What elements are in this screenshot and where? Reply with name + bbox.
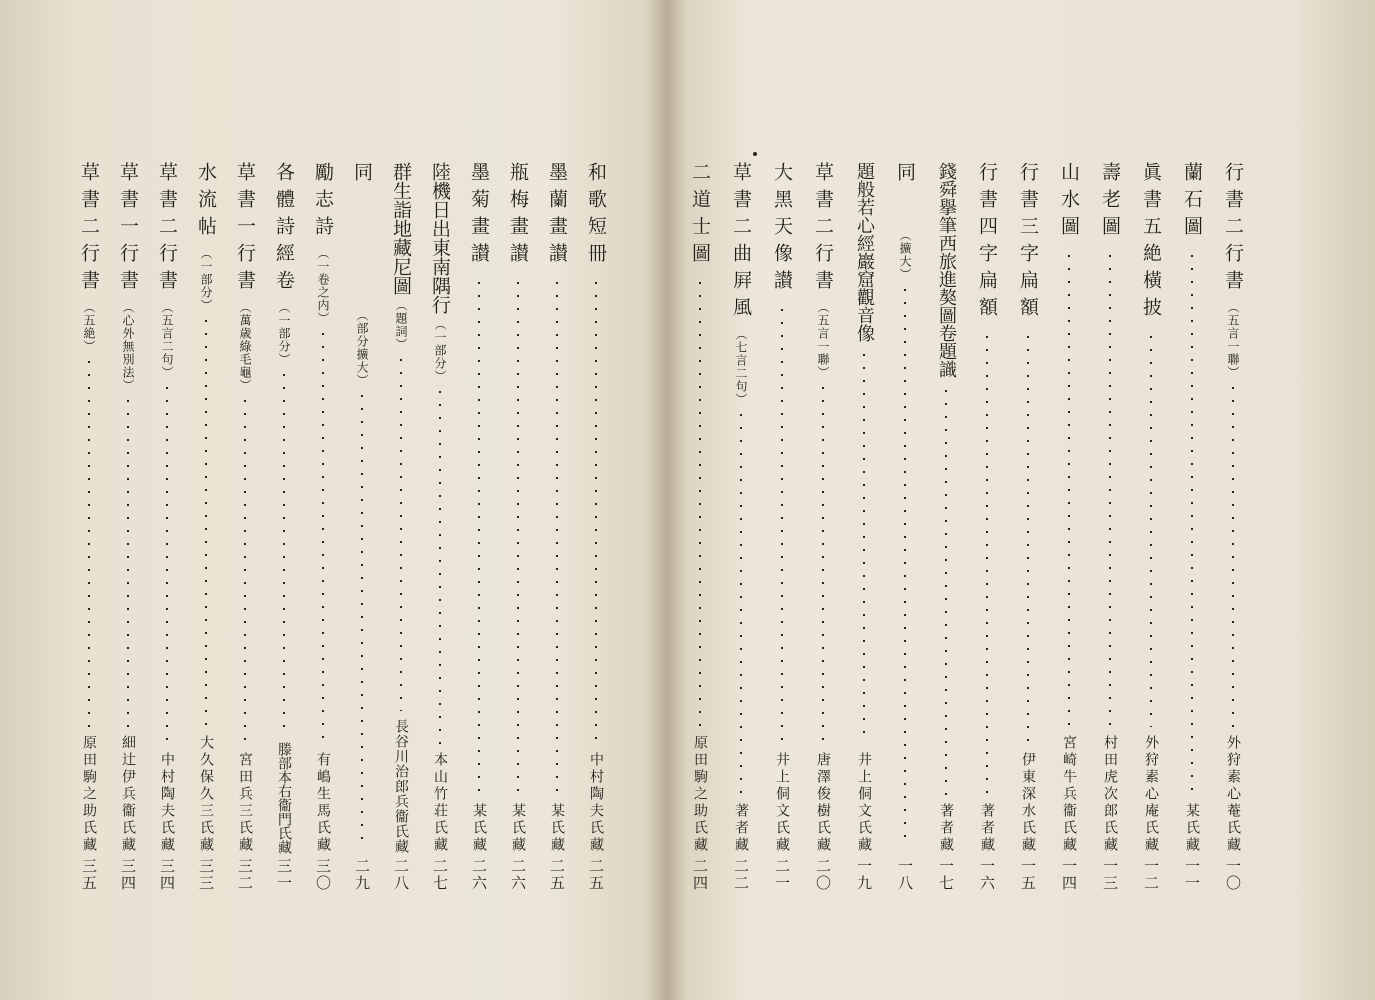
entry-page: 二四 [691, 858, 709, 892]
entry-page: 一二 [1142, 858, 1160, 892]
entry-owner: 某氏藏 [549, 803, 565, 854]
leader-dots [205, 320, 207, 727]
toc-entry [1178, 162, 1206, 892]
entry-page: 一七 [937, 858, 955, 892]
entry-note: （萬歳綠毛龜） [238, 301, 252, 392]
toc-entry [1096, 162, 1124, 892]
leader-dots [400, 359, 402, 711]
entry-page: 三〇 [314, 858, 332, 892]
entry-owner: 著者藏 [733, 803, 749, 854]
entry-title: 同 [894, 162, 916, 189]
entry-page: 一三 [1101, 858, 1119, 892]
leader-dots [478, 282, 480, 795]
entry-title: 群生詣地藏尼圖 [390, 162, 412, 295]
toc-entry [192, 162, 220, 892]
entry-page: 二〇 [814, 858, 832, 892]
leader-dots [781, 309, 783, 744]
toc-entry [348, 162, 376, 892]
entry-page: 一六 [978, 858, 996, 892]
entry-page: 一一 [1183, 858, 1201, 892]
toc-entry [504, 162, 532, 892]
entry-title: 蘭石圖 [1181, 162, 1203, 243]
toc-entry [465, 162, 493, 892]
leader-dots [1027, 336, 1029, 744]
leader-dots [517, 282, 519, 795]
entry-page: 二九 [353, 858, 371, 892]
entry-owner: 某氏藏 [471, 803, 487, 854]
entry-title: 墨菊畫讃 [468, 162, 490, 270]
toc-entry [270, 162, 298, 892]
right-page [680, 0, 1375, 1000]
toc-entry [309, 162, 337, 892]
entry-owner: 中村陶夫氏藏 [159, 752, 175, 854]
toc-entry [768, 162, 796, 892]
toc-entry [1014, 162, 1042, 892]
entry-title: 大黑天像讃 [771, 162, 793, 297]
toc-entry [231, 162, 259, 892]
entry-note: （七言二句） [734, 328, 748, 406]
entry-page: 三二 [236, 858, 254, 892]
entry-note: （部分擴大） [355, 309, 369, 387]
leader-dots [1068, 255, 1070, 727]
entry-page: 二六 [470, 858, 488, 892]
leader-dots [595, 282, 597, 744]
leader-dots [822, 387, 824, 744]
entry-title: 錢舜擧筆西旅進獒圖卷題識 [936, 162, 957, 378]
entry-page: 二六 [509, 858, 527, 892]
toc-entry [582, 162, 610, 892]
leader-dots [945, 390, 947, 795]
entry-owner: 原田駒之助氏藏 [81, 735, 97, 854]
leader-dots [740, 414, 742, 795]
entry-title: 行書四字扁額 [976, 162, 998, 324]
entry-title: 行書三字扁額 [1017, 162, 1039, 324]
entry-note: （一部分） [433, 318, 447, 383]
entry-title: 墨蘭畫讃 [546, 162, 568, 270]
entry-note: （五言一聯） [1226, 301, 1240, 379]
toc-entry [727, 162, 755, 892]
entry-title: 水流帖 [195, 162, 217, 243]
entry-page: 二八 [392, 858, 410, 892]
toc-entry [543, 162, 571, 892]
toc-entry [973, 162, 1001, 892]
entry-note: （一部分） [277, 301, 291, 366]
entry-page: 一八 [896, 858, 914, 892]
toc-entry [1137, 162, 1165, 892]
entry-title: 二道士圖 [689, 162, 711, 270]
entry-title: 行書二行書 [1222, 162, 1244, 297]
entry-owner: 滕部本右衞門氏藏 [276, 742, 292, 854]
leader-dots [244, 400, 246, 744]
toc-entry [75, 162, 103, 892]
entry-page: 三五 [80, 858, 98, 892]
entry-owner: 大久保久三氏藏 [198, 735, 214, 854]
entry-page: 一〇 [1224, 858, 1242, 892]
entry-owner: 宮崎牛兵衞氏藏 [1061, 735, 1077, 854]
entry-page: 三四 [158, 858, 176, 892]
leader-dots [863, 354, 865, 744]
entry-owner: 井上侗文氏藏 [774, 752, 790, 854]
toc-entry [850, 162, 878, 892]
entry-owner: 宮田兵三氏藏 [237, 752, 253, 854]
entry-title: 草書一行書 [234, 162, 256, 297]
entry-owner: 某氏藏 [510, 803, 526, 854]
leader-dots [439, 391, 441, 744]
entry-owner: 著者藏 [979, 803, 995, 854]
entry-note: （五絶） [82, 301, 96, 353]
entry-title: 草書二行書 [78, 162, 100, 297]
left-page [0, 0, 680, 1000]
entry-title: 眞書五絶橫披 [1140, 162, 1162, 324]
entry-page: 二五 [587, 858, 605, 892]
leader-dots [556, 282, 558, 795]
entry-owner: 本山竹荘氏藏 [432, 752, 448, 854]
entry-page: 三一 [275, 858, 293, 892]
entry-owner: 外狩素心庵氏藏 [1143, 735, 1159, 854]
entry-note: （心外無別法） [121, 301, 135, 392]
entry-owner: 中村陶夫氏藏 [588, 752, 604, 854]
entry-title: 陸機日出東南隅行 [429, 162, 451, 314]
entry-owner: 原田駒之助氏藏 [692, 735, 708, 854]
entry-page: 二七 [431, 858, 449, 892]
entry-title: 草書二行書 [156, 162, 178, 297]
toc-entry [809, 162, 837, 892]
entry-owner: 村田虎次郎氏藏 [1102, 735, 1118, 854]
entry-page: 一九 [855, 858, 873, 892]
leader-dots [699, 282, 701, 727]
entry-page: 三三 [197, 858, 215, 892]
entry-title: 草書一行書 [117, 162, 139, 297]
entry-note: （一部分） [199, 247, 213, 312]
entry-note: （題詞） [394, 299, 408, 351]
toc-entry [387, 162, 415, 892]
leader-dots [166, 387, 168, 744]
toc-entry [1055, 162, 1083, 892]
toc-entry [114, 162, 142, 892]
leader-dots [1191, 255, 1193, 795]
toc-entry [426, 162, 454, 892]
entry-title: 山水圖 [1058, 162, 1080, 243]
entry-owner: 細辻伊兵衞氏藏 [120, 735, 136, 854]
entry-owner: 長谷川治郎兵衞氏藏 [393, 719, 409, 854]
leader-dots [322, 333, 324, 744]
leader-dots [1232, 387, 1234, 727]
leader-dots [986, 336, 988, 795]
entry-title: 和歌短冊 [585, 162, 607, 270]
leader-dots [283, 374, 285, 734]
toc-entry [1219, 162, 1247, 892]
entry-page: 三四 [119, 858, 137, 892]
toc-entry [686, 162, 714, 892]
entry-note: （擴大） [898, 229, 912, 281]
entry-owner: 唐澤俊樹氏藏 [815, 752, 831, 854]
toc-entry [932, 162, 960, 892]
entry-title: 題般若心經巖窟觀音像 [854, 162, 875, 342]
entry-title: 瓶梅畫讃 [507, 162, 529, 270]
entry-owner: 井上侗文氏藏 [856, 752, 872, 854]
entry-owner: 有嶋生馬氏藏 [315, 752, 331, 854]
leader-dots [361, 395, 363, 846]
leader-dots [904, 289, 906, 846]
toc-entry [153, 162, 181, 892]
entry-owner: 外狩素心菴氏藏 [1225, 735, 1241, 854]
entry-title: 同 [351, 162, 373, 189]
entry-page: 二二 [732, 858, 750, 892]
entry-owner: 某氏藏 [1184, 803, 1200, 854]
entry-title: 草書二曲屛風 [730, 162, 752, 324]
leader-dots [127, 400, 129, 727]
entry-note: （五言二句） [160, 301, 174, 379]
leader-dots [1109, 255, 1111, 727]
entry-note: （一卷之内） [316, 247, 330, 325]
entry-title: 草書二行書 [812, 162, 834, 297]
toc-entry [891, 162, 919, 892]
entry-title: 各體詩經卷 [273, 162, 295, 297]
leader-dots [88, 361, 90, 727]
entry-page: 二五 [548, 858, 566, 892]
entry-page: 二一 [773, 858, 791, 892]
entry-note: （五言一聯） [816, 301, 830, 379]
entry-owner: 伊東深水氏藏 [1020, 752, 1036, 854]
entry-title: 壽老圖 [1099, 162, 1121, 243]
entry-page: 一五 [1019, 858, 1037, 892]
entry-title: 勵志詩 [312, 162, 334, 243]
entry-owner: 著者藏 [938, 803, 954, 854]
entry-page: 一四 [1060, 858, 1078, 892]
leader-dots [1150, 336, 1152, 727]
